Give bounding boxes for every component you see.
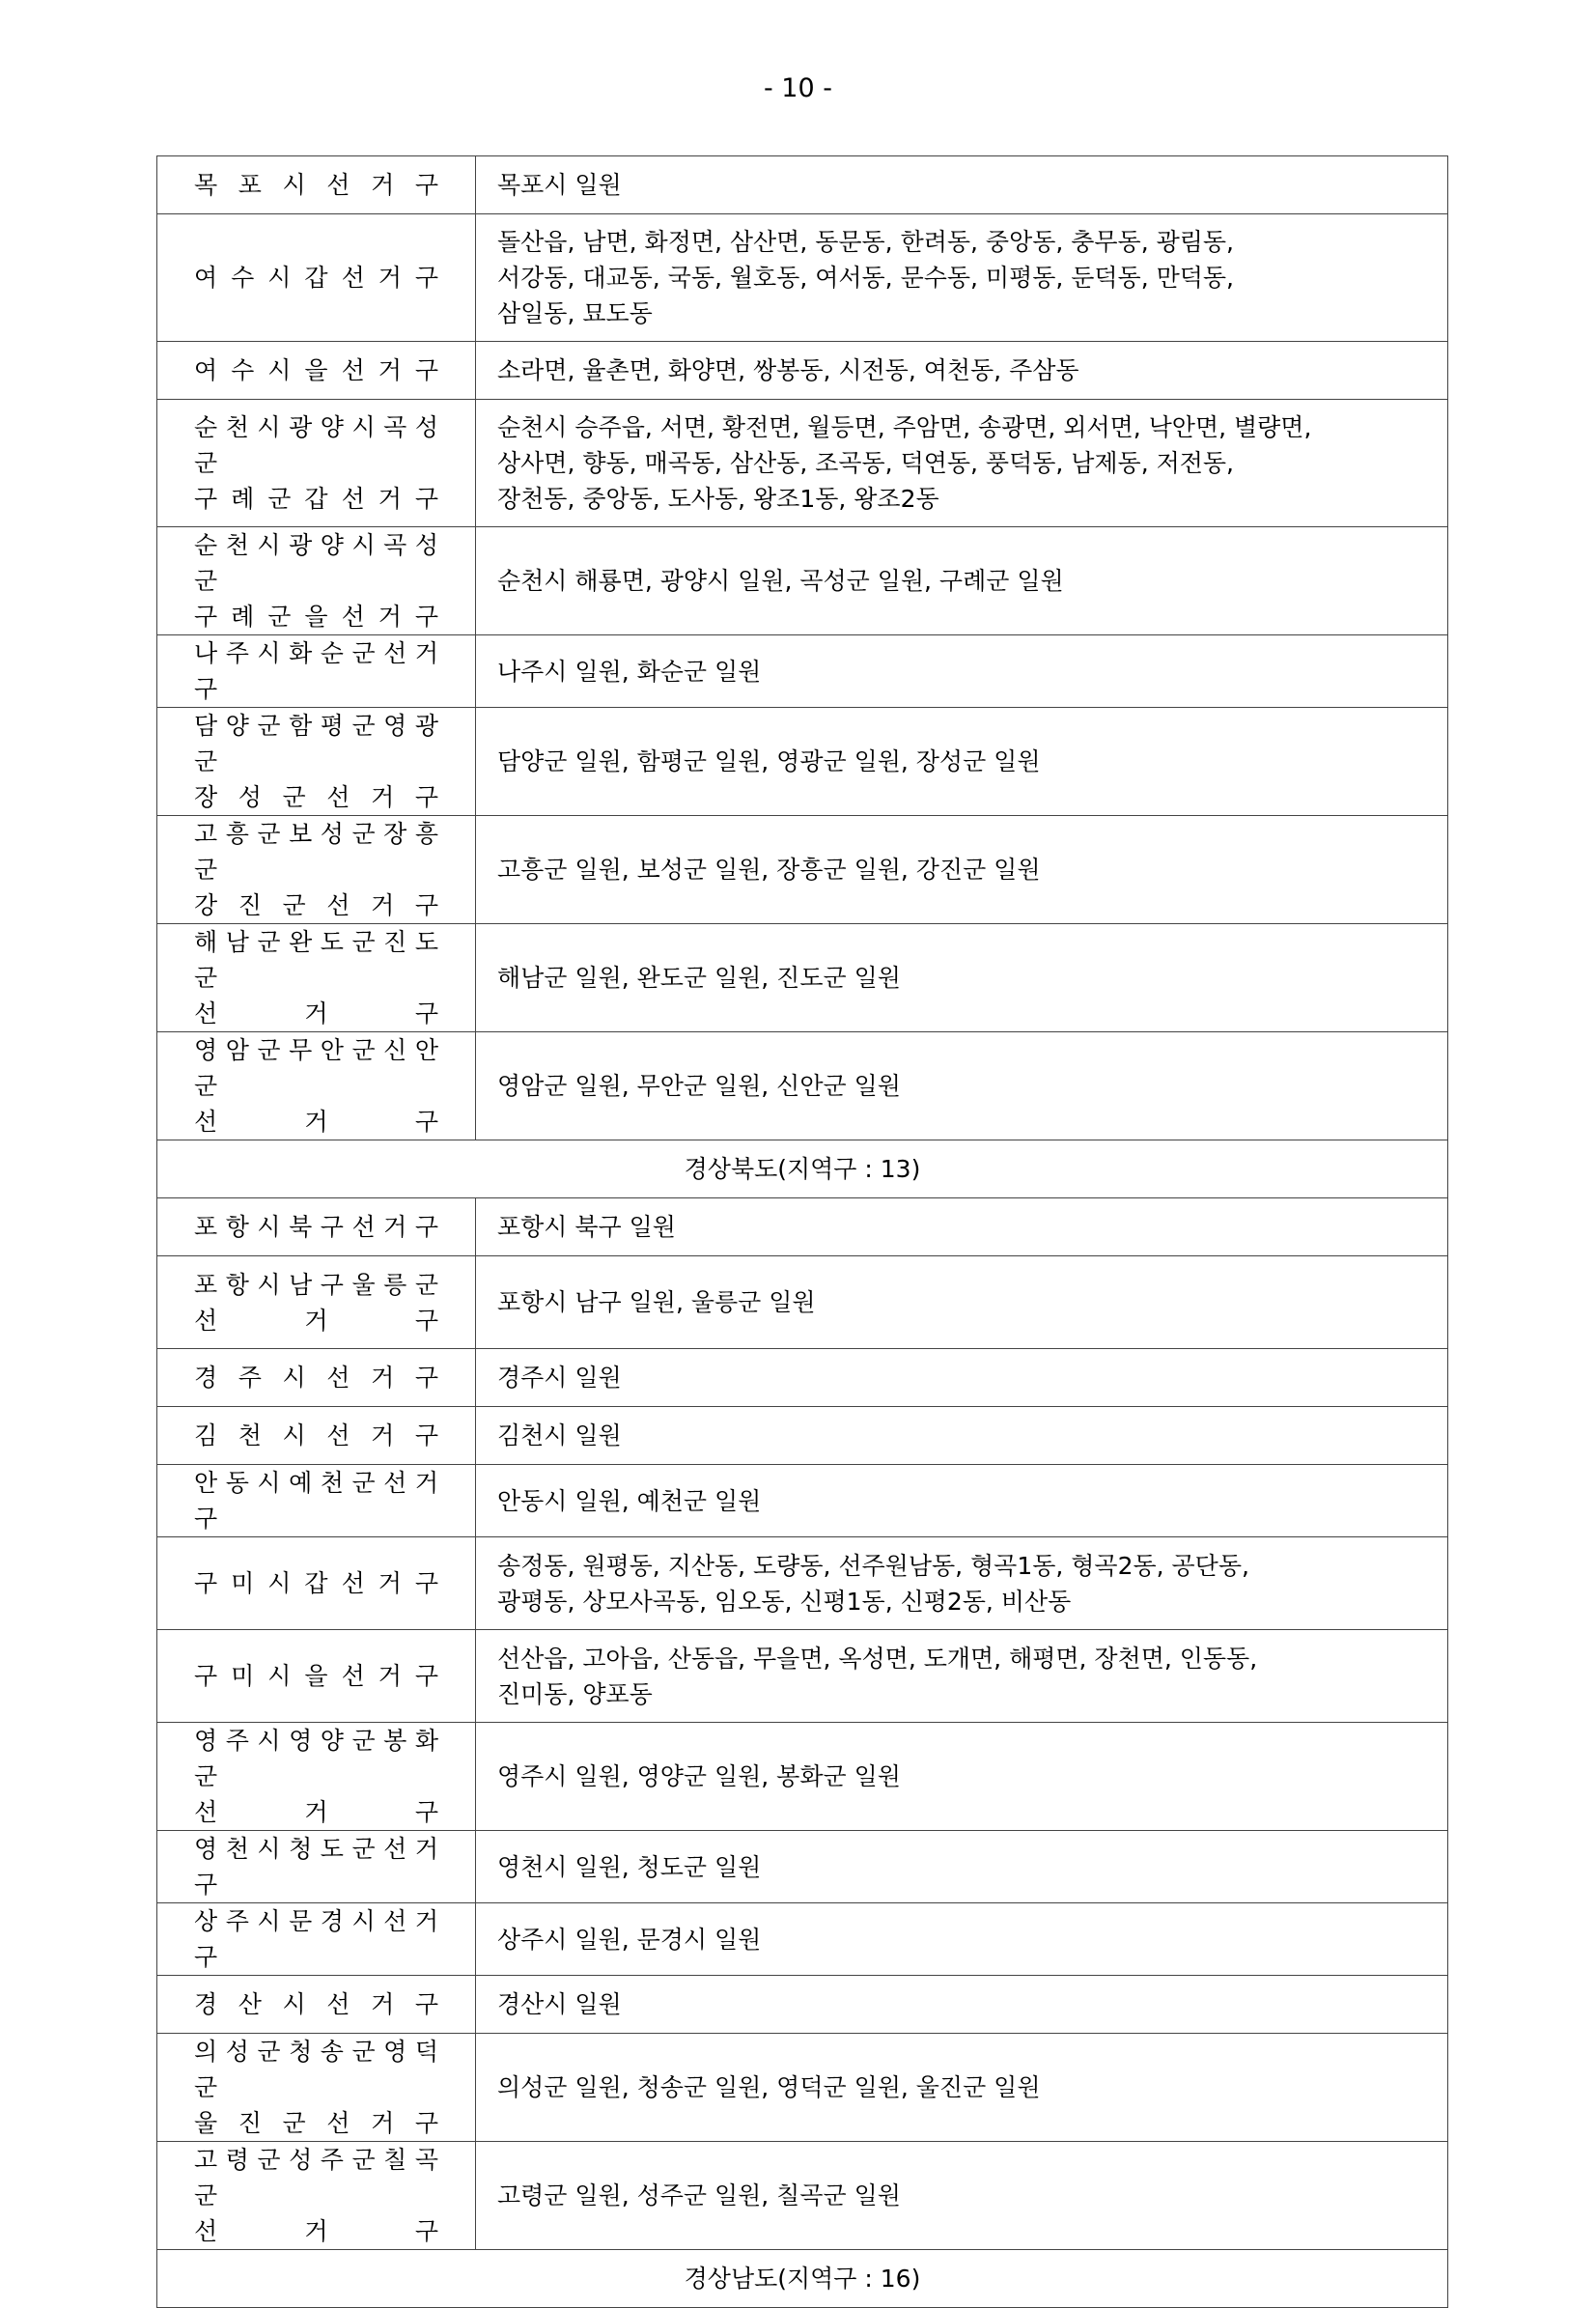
district-area-cell: [476, 1465, 1448, 1537]
district-name-line: 구 미 시 갑 선 거 구: [194, 1569, 438, 1597]
district-area-cell: [476, 156, 1448, 214]
district-area-cell: [476, 400, 1448, 527]
district-area-line: 영천시 일원, 청도군 일원: [497, 1852, 762, 1881]
district-row: [157, 1976, 1448, 2034]
section-header-row: [157, 1140, 1448, 1198]
section-title: 경상남도(지역구 : 16): [157, 2250, 1448, 2308]
district-name-line: 장 성 군 선 거 구: [194, 783, 438, 811]
district-area-line: 순천시 해룡면, 광양시 일원, 곡성군 일원, 구례군 일원: [497, 567, 1064, 595]
district-name-cell: [157, 924, 476, 1032]
district-area-line: 장천동, 중앙동, 도사동, 왕조1동, 왕조2동: [497, 485, 939, 513]
district-row: [157, 1465, 1448, 1537]
district-area-cell: [476, 708, 1448, 816]
district-name-line: 울 진 군 선 거 구: [194, 2109, 438, 2137]
district-name-line: 포 항 시 북 구 선 거 구: [194, 1213, 438, 1241]
page-number: - 10 -: [763, 73, 832, 103]
district-row: [157, 1723, 1448, 1831]
district-name-cell: [157, 1198, 476, 1256]
district-area-line: 의성군 일원, 청송군 일원, 영덕군 일원, 울진군 일원: [497, 2073, 1041, 2101]
district-name-line: 영 주 시 영 양 군 봉 화 군: [194, 1727, 438, 1790]
district-name-line: 고 흥 군 보 성 군 장 흥 군: [194, 820, 438, 884]
district-area-line: 소라면, 율촌면, 화양면, 쌍봉동, 시전동, 여천동, 주삼동: [497, 356, 1079, 384]
district-name-cell: [157, 1465, 476, 1537]
district-area-cell: [476, 1903, 1448, 1976]
district-area-line: 김천시 일원: [497, 1421, 622, 1450]
district-area-cell: [476, 1976, 1448, 2034]
district-name-cell: [157, 635, 476, 708]
district-area-line: 돌산읍, 남면, 화정면, 삼산면, 동문동, 한려동, 중앙동, 충무동, 광림동,: [497, 228, 1234, 256]
district-name-line: 해 남 군 완 도 군 진 도 군: [194, 928, 438, 992]
district-area-line: 상주시 일원, 문경시 일원: [497, 1925, 762, 1954]
district-name-cell: [157, 527, 476, 635]
district-name-line: 강 진 군 선 거 구: [194, 891, 438, 919]
district-area-cell: [476, 527, 1448, 635]
district-row: [157, 635, 1448, 708]
district-area-line: 상사면, 향동, 매곡동, 삼산동, 조곡동, 덕연동, 풍덕동, 남제동, 저전동,: [497, 449, 1234, 477]
district-name-cell: [157, 1903, 476, 1976]
district-row: [157, 924, 1448, 1032]
district-row: [157, 400, 1448, 527]
district-area-cell: [476, 1032, 1448, 1140]
district-name-cell: [157, 1976, 476, 2034]
section-title: 경상북도(지역구 : 13): [157, 1140, 1448, 1198]
district-area-cell: [476, 1198, 1448, 1256]
district-row: [157, 1407, 1448, 1465]
district-area-line: 영암군 일원, 무안군 일원, 신안군 일원: [497, 1072, 901, 1100]
district-name-cell: [157, 1630, 476, 1723]
district-name-line: 여 수 시 을 선 거 구: [194, 356, 438, 384]
district-table: [156, 155, 1448, 2308]
district-row: [157, 708, 1448, 816]
district-row: [157, 527, 1448, 635]
district-name-line: 경 산 시 선 거 구: [194, 1990, 438, 2018]
district-row: [157, 1537, 1448, 1630]
district-name-cell: [157, 2034, 476, 2142]
district-row: [157, 342, 1448, 400]
district-name-line: 김 천 시 선 거 구: [194, 1421, 438, 1450]
district-area-cell: [476, 1537, 1448, 1630]
district-area-line: 송정동, 원평동, 지산동, 도량동, 선주원남동, 형곡1동, 형곡2동, 공단동,: [497, 1551, 1249, 1580]
district-area-cell: [476, 1256, 1448, 1349]
district-row: [157, 2142, 1448, 2250]
district-name-line: 여 수 시 갑 선 거 구: [194, 264, 438, 292]
district-name-line: 나 주 시 화 순 군 선 거 구: [194, 639, 438, 703]
district-area-line: 경산시 일원: [497, 1990, 622, 2018]
district-area-cell: [476, 2142, 1448, 2250]
district-name-line: 구 미 시 을 선 거 구: [194, 1662, 438, 1690]
district-name-cell: [157, 342, 476, 400]
district-area-cell: [476, 2034, 1448, 2142]
district-area-line: 목포시 일원: [497, 171, 622, 199]
district-name-line: 선 거 구: [194, 1306, 438, 1335]
district-name-line: 선 거 구: [194, 1798, 438, 1826]
district-name-cell: [157, 1407, 476, 1465]
district-name-line: 순 천 시 광 양 시 곡 성 군: [194, 531, 438, 595]
district-name-line: 선 거 구: [194, 999, 438, 1027]
district-name-line: 담 양 군 함 평 군 영 광 군: [194, 712, 438, 775]
district-area-line: 경주시 일원: [497, 1364, 622, 1392]
district-area-cell: [476, 1630, 1448, 1723]
district-name-line: 의 성 군 청 송 군 영 덕 군: [194, 2038, 438, 2101]
district-name-line: 경 주 시 선 거 구: [194, 1364, 438, 1392]
district-area-line: 서강동, 대교동, 국동, 월호동, 여서동, 문수동, 미평동, 둔덕동, 만덕동,: [497, 264, 1234, 292]
district-area-line: 해남군 일원, 완도군 일원, 진도군 일원: [497, 964, 901, 992]
district-name-cell: [157, 1349, 476, 1407]
district-area-cell: [476, 1349, 1448, 1407]
district-name-line: 영 천 시 청 도 군 선 거 구: [194, 1835, 438, 1899]
district-area-line: 나주시 일원, 화순군 일원: [497, 657, 762, 686]
district-area-line: 안동시 일원, 예천군 일원: [497, 1486, 762, 1515]
district-row: [157, 1630, 1448, 1723]
district-name-cell: [157, 156, 476, 214]
district-name-cell: [157, 816, 476, 924]
district-row: [157, 816, 1448, 924]
district-area-line: 담양군 일원, 함평군 일원, 영광군 일원, 장성군 일원: [497, 747, 1041, 775]
district-area-line: 포항시 남구 일원, 울릉군 일원: [497, 1288, 816, 1316]
district-area-cell: [476, 924, 1448, 1032]
district-area-cell: [476, 214, 1448, 342]
district-row: [157, 214, 1448, 342]
district-area-cell: [476, 1407, 1448, 1465]
district-name-line: 영 암 군 무 안 군 신 안 군: [194, 1036, 438, 1100]
district-name-cell: [157, 1032, 476, 1140]
district-row: [157, 2034, 1448, 2142]
district-area-cell: [476, 342, 1448, 400]
district-name-line: 상 주 시 문 경 시 선 거 구: [194, 1907, 438, 1971]
district-name-line: 구 례 군 을 선 거 구: [194, 603, 438, 631]
district-area-line: 고흥군 일원, 보성군 일원, 장흥군 일원, 강진군 일원: [497, 856, 1041, 884]
district-row: [157, 1198, 1448, 1256]
district-area-line: 광평동, 상모사곡동, 임오동, 신평1동, 신평2동, 비산동: [497, 1587, 1072, 1616]
district-name-cell: [157, 214, 476, 342]
district-name-line: 안 동 시 예 천 군 선 거 구: [194, 1469, 438, 1533]
district-table-body: [157, 156, 1448, 2308]
district-area-line: 포항시 북구 일원: [497, 1213, 676, 1241]
district-area-cell: [476, 1831, 1448, 1903]
district-row: [157, 1831, 1448, 1903]
district-row: [157, 1032, 1448, 1140]
district-name-cell: [157, 400, 476, 527]
district-area-line: 고령군 일원, 성주군 일원, 칠곡군 일원: [497, 2181, 901, 2209]
section-header-row: [157, 2250, 1448, 2308]
district-name-line: 선 거 구: [194, 1108, 438, 1136]
district-name-cell: [157, 1831, 476, 1903]
district-row: [157, 1903, 1448, 1976]
district-area-cell: [476, 1723, 1448, 1831]
district-name-line: 구 례 군 갑 선 거 구: [194, 485, 438, 513]
district-area-cell: [476, 816, 1448, 924]
district-area-line: 선산읍, 고아읍, 산동읍, 무을면, 옥성면, 도개면, 해평면, 장천면, 인동동,: [497, 1644, 1258, 1673]
district-area-line: 삼일동, 묘도동: [497, 299, 653, 327]
district-name-line: 목 포 시 선 거 구: [194, 171, 438, 199]
district-name-cell: [157, 1256, 476, 1349]
district-area-cell: [476, 635, 1448, 708]
district-row: [157, 156, 1448, 214]
district-name-line: 고 령 군 성 주 군 칠 곡 군: [194, 2146, 438, 2209]
district-area-line: 순천시 승주읍, 서면, 황전면, 월등면, 주암면, 송광면, 외서면, 낙안면, 별량면,: [497, 413, 1312, 441]
district-name-cell: [157, 1723, 476, 1831]
district-area-line: 진미동, 양포동: [497, 1679, 653, 1708]
district-name-cell: [157, 2142, 476, 2250]
district-name-line: 선 거 구: [194, 2217, 438, 2245]
district-name-cell: [157, 708, 476, 816]
district-name-line: 순 천 시 광 양 시 곡 성 군: [194, 413, 438, 477]
district-name-line: 포 항 시 남 구 울 릉 군: [194, 1270, 438, 1299]
district-row: [157, 1349, 1448, 1407]
district-name-cell: [157, 1537, 476, 1630]
district-area-line: 영주시 일원, 영양군 일원, 봉화군 일원: [497, 1762, 901, 1790]
district-row: [157, 1256, 1448, 1349]
